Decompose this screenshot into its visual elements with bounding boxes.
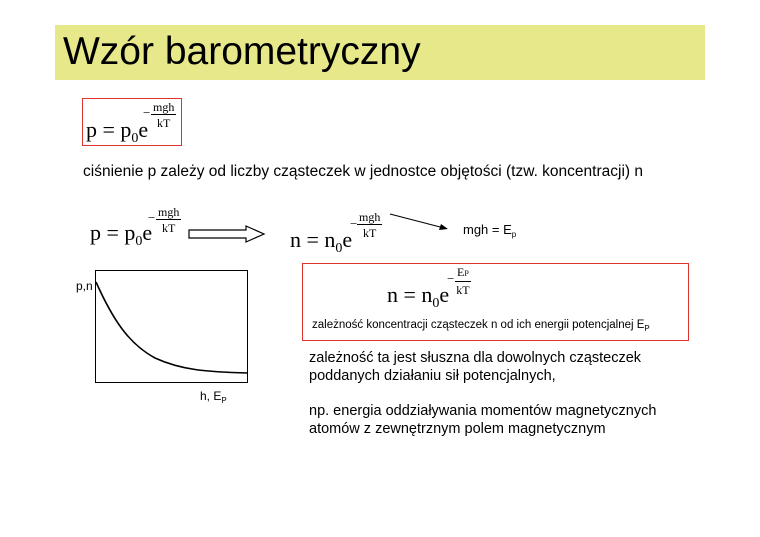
exponent-minus: − [350,216,358,231]
exponent-fraction: $\frac{EP}{kT}$ [456,265,470,297]
implies-arrow [188,224,266,244]
formula-pressure: $p = p_0e$ [90,220,153,249]
exponent-minus: − [447,271,455,286]
formula-pressure-boxed: $p = p_0e$ [86,117,149,146]
formula-concentration-energy: $n = n_0e$ [387,282,450,311]
statement-text: ciśnienie p zależy od liczby cząsteczek w jednostce objętości (tzw. koncentracji) n [83,163,643,180]
note-validity-line2: poddanych działaniu sił potencjalnych, [309,368,556,384]
exponent-minus: − [143,105,151,120]
graph-y-label: p,n [76,279,93,293]
box-caption: zależność koncentracji cząsteczek n od ich energii potencjalnej $E_P$ [312,319,650,333]
pointer-arrow [388,210,450,234]
exponent-minus: − [148,210,156,225]
exponent-fraction: mgh kT [153,100,175,130]
slide-title: Wzór barometryczny [63,30,421,73]
energy-definition: mgh = $E_p$ [463,222,517,239]
note-example-line1: np. energia oddziaływania momentów magnetycznych [309,403,657,419]
exponent-fraction: mgh kT [359,210,381,240]
graph-x-label: h, $E_P$ [200,389,227,405]
formula-concentration: $n = n_0e$ [290,227,353,256]
note-validity-line1: zależność ta jest słuszna dla dowolnych cząsteczek [309,350,642,366]
note-example-line2: atomów z zewnętrznym polem magnetycznym [309,421,606,437]
decay-graph [95,270,249,384]
exponent-fraction: mgh kT [158,205,180,235]
